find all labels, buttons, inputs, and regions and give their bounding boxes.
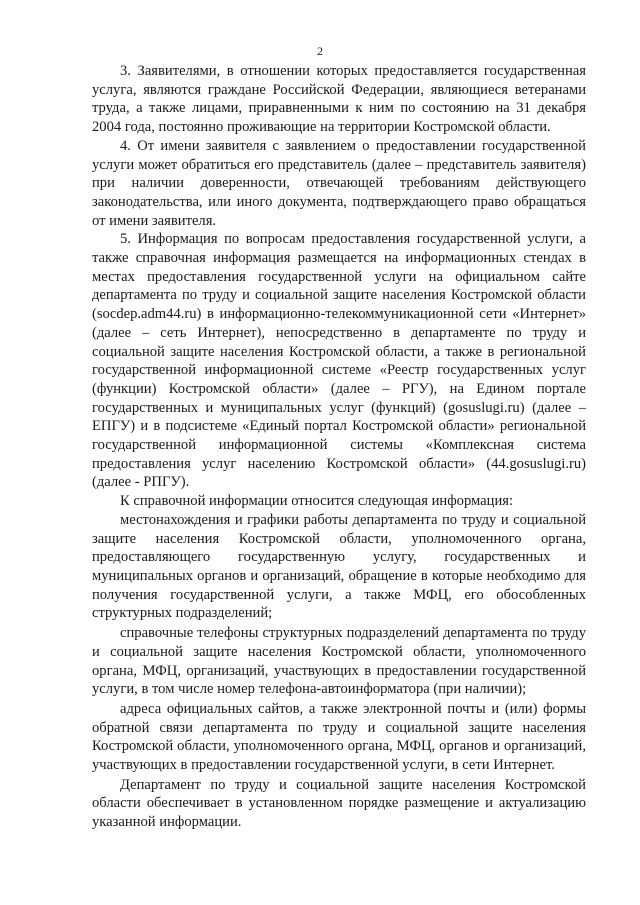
paragraph-information-placement: 5. Информация по вопросам предоставления государственной услуги, а также справочная информация размещается на информационных стендах в местах предоставления государственной услуги на официальном сайте департамента по труду и социальной защите населения Костромской области (socdep.adm44.ru) в информационно-телекоммуникационной сети «Интернет» (далее – сеть Интернет), непосредственно в департаменте по труду и социальной защите населения Костромской области, а также в региональной государственной информационной системе «Реестр государственных услуг (функции) Костромской области» (далее – РГУ), на Едином портале государственных и муниципальных услуг (функций) (gosuslugi.ru) (далее – ЕПГУ) и в подсистеме «Единый портал Костромской области» региональной государственной информационной системы «Комплексная система предоставления услуг населению Костромской области» (44.gosuslugi.ru) (далее - РПГУ). [92, 231, 586, 491]
paragraph-representative: 4. От имени заявителя с заявлением о предоставлении государственной услуги может обратиться его представитель (далее – представитель заявителя) при наличии доверенности, отвечающей требованиям действующего законодательства, или иного документа, подтверждающего право обращаться от имени заявителя. [92, 137, 586, 229]
paragraph-applicants: 3. Заявителями, в отношении которых предоставляется государственная услуга, являются граждане Российской Федерации, являющиеся ветеранами труда, а также лицами, приравненными к ним по состоянию на 31 декабря 2004 года, постоянно проживающие на территории Костромской области. [92, 63, 586, 136]
paragraph-websites-email: адреса официальных сайтов, а также электронной почты и (или) формы обратной связи департамента по труду и социальной защите населения Костромской области, уполномоченного органа, МФЦ, органов и организаций, участвующих в предоставлении государственной услуги, в сети Интернет. [92, 700, 586, 774]
paragraph-department-duty: Департамент по труду и социальной защите населения Костромской области обеспечивает в установленном порядке размещение и актуализацию указанной информации. [92, 776, 586, 831]
paragraph-reference-info-heading: К справочной информации относится следующая информация: [120, 493, 514, 510]
page-number: 2 [317, 44, 323, 58]
paragraph-locations-schedules: местонахождения и графики работы департамента по труду и социальной защите населения Костромской области, уполномоченного органа, предоставляющего государственную услугу, государственных и муниципальных органов и организаций, обращение в которые необходимо для получения государственной услуги, а также МФЦ, его обособленных структурных подразделений; [92, 511, 586, 622]
document-body [92, 62, 586, 832]
paragraph-reference-phones: справочные телефоны структурных подразделений департамента по труду и социальной защите населения Костромской области, уполномоченного органа, МФЦ, организаций, участвующих в предоставлении государственной услуги, в том числе номер телефона-автоинформатора (при наличии); [92, 625, 586, 698]
